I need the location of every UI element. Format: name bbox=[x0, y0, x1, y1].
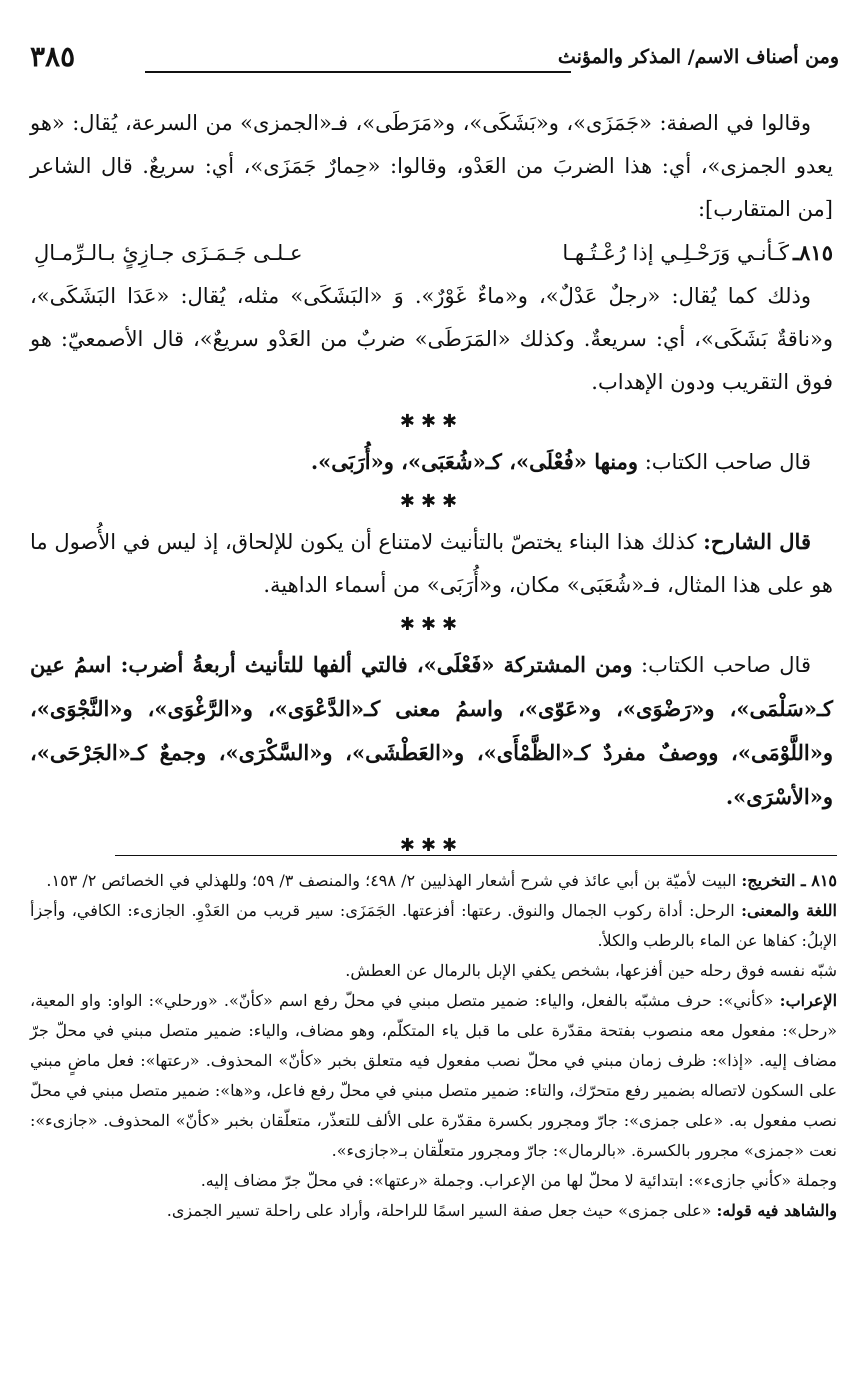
shahid-label: والشاهد فيه قوله: bbox=[716, 1201, 837, 1220]
author-quote-fala bbox=[30, 643, 833, 819]
page-header bbox=[30, 40, 839, 80]
commentator-paragraph bbox=[30, 520, 833, 607]
verse-first-hemistich: كَـأنـي وَرَحْـلِـي إذا رُعْـتُـهـا bbox=[562, 241, 789, 265]
poetry-verse-815 bbox=[30, 231, 833, 275]
section-separator: ✱✱✱ bbox=[399, 835, 464, 856]
footnotes bbox=[30, 866, 837, 1226]
irab-text: «كأني»: حرف مشبّه بالفعل، والياء: ضمير متصل مبني في محلّ رفع اسم «كأنّ». «ورحلي»: الواو: واو المعية، «رحل»: مفعول معه منصوب بفتحة مقدّرة على ما قبل ياء المتكلّم، وهو مضاف، والياء: ضمير متصل مبني في محلّ جرّ مضاف إليه. «إذا»: ظرف زمان مبني في محلّ نصب مفعول فيه متعلق بخبر «كأنّ» المحذوف. «رعتها»: فعل ماضٍ مبني على السكون لاتصاله بضمير رفع متحرّك، والتاء: ضمير متصل مبني في محلّ رفع فاعل، و«ها»: ضمير متصل مبني في محلّ نصب مفعول به. «على جمزى»: جارّ ومجرور بكسرة مقدّرة على الألف للتعذّر، متعلّقان بخبر «كأنّ» المحذوف. «جازىء»: نعت «جمزى» مجرور بالكسرة. «بالرمال»: جارّ ومجرور متعلّقان بـ«جازىء». bbox=[30, 991, 838, 1160]
footnote-shahid bbox=[30, 1196, 837, 1226]
footnote-takhrij bbox=[30, 866, 837, 896]
author-text: ومنها «فُعْلَى»، كـ«شُعَبَى»، و«أُرَبَى». bbox=[310, 449, 639, 474]
author-quote-fula bbox=[30, 440, 833, 484]
footnote-lugha bbox=[30, 896, 837, 956]
header-rule bbox=[145, 71, 571, 73]
irab-label: الإعراب: bbox=[779, 991, 838, 1010]
commentator-label: قال الشارح: bbox=[703, 529, 811, 554]
footnote-rule bbox=[115, 855, 837, 856]
page-number: ٣٨٥ bbox=[30, 40, 76, 73]
takhrij-text: البيت لأميّة بن أبي عائذ في شرح أشعار الهذليين ٢/ ٤٩٨؛ والمنصف ٣/ ٥٩؛ وللهذلي في الخصائص ٢/ ١٥٣. bbox=[46, 871, 737, 890]
footnote-jumla: وجملة «كأني جازىء»: ابتدائية لا محلّ لها من الإعراب. وجملة «رعتها»: في محلّ جرّ مضاف إليه. bbox=[200, 1171, 837, 1190]
lugha-text: الرحل: أداة ركوب الجمال والنوق. رعتها: أفزعتها. الجَمَزَى: سير قريب من العَدْوِ. الجازىء: الكافي، وأجزأ الإبلُ: كفاها عن الماء بالرطب والكلأ. bbox=[30, 901, 837, 950]
verse-second-hemistich: عـلـى جَـمَـزَى جـازِئٍ بـالـرِّمـالِ bbox=[34, 241, 303, 265]
author-label: قال صاحب الكتاب: bbox=[641, 653, 811, 677]
paragraph-sifa: وقالوا في الصفة: «جَمَزَى»، و«بَشَكَى»، و«مَرَطَى»، فـ«الجمزى» من السرعة، يُقال: «هو يعدو الجمزى»، أي: هذا الضربَ من العَدْو، وقالوا: «حِمارٌ جَمَزَى»، أي: سريعٌ. قال الشاعر [من المتقارب]: bbox=[30, 111, 833, 221]
section-separator: ✱✱✱ bbox=[399, 411, 464, 432]
author-label: قال صاحب الكتاب: bbox=[644, 450, 811, 474]
takhrij-label: ٨١٥ ـ التخريج: bbox=[741, 871, 837, 890]
lugha-label: اللغة والمعنى: bbox=[741, 901, 837, 920]
footnote-irab bbox=[30, 986, 837, 1166]
section-separator: ✱✱✱ bbox=[399, 614, 464, 635]
running-title: ومن أصناف الاسم/ المذكر والمؤنث bbox=[557, 46, 839, 68]
verse-number: ٨١٥ـ bbox=[793, 240, 833, 265]
footnote-shabbah: شبّه نفسه فوق رحله حين أفزعها، بشخص يكفي الإبل بالرمال عن العطش. bbox=[345, 961, 837, 980]
shahid-text: «على جمزى» حيث جعل صفة السير اسمًا للراحلة، وأراد على راحلة تسير الجمزى. bbox=[166, 1201, 712, 1220]
section-separator: ✱✱✱ bbox=[399, 491, 464, 512]
author-text: ومن المشتركة «فَعْلَى»، فالتي ألفها للتأنيث أربعةُ أضرب: اسمُ عين كـ«سَلْمَى»، و«رَضْوَى»، و«عَوّى»، واسمُ معنى كـ«الدَّعْوَى»، و«الرَّغْوَى»، و«النَّجْوَى»، و«اللَّوْمَى»، ووصفٌ مفردٌ كـ«الظَّمْأَى»، و«العَطْشَى»، و«السَّكْرَى»، وجمعٌ كـ«الجَرْحَى»، و«الأسْرَى». bbox=[30, 652, 833, 809]
paragraph-bashaka: وذلك كما يُقال: «رجلٌ عَدْلٌ»، و«ماءٌ غَوْرٌ». وَ «البَشَكَى» مثله، يُقال: «عَدَا البَشَكَى»، و«ناقةٌ بَشَكَى»، أي: سريعةٌ. وكذلك «المَرَطَى» ضربٌ من العَدْو سريعٌ»، قال الأصمعيّ: هو فوق التقريب ودون الإهداب. bbox=[30, 284, 833, 394]
main-text bbox=[30, 102, 833, 873]
commentator-text: كذلك هذا البناء يختصّ بالتأنيث لامتناع أن يكون للإلحاق، إذ ليس في الأُصول ما هو على هذا المثال، فـ«شُعَبَى» مكان، و«أُرَبَى» من أسماء الداهية. bbox=[30, 530, 833, 597]
